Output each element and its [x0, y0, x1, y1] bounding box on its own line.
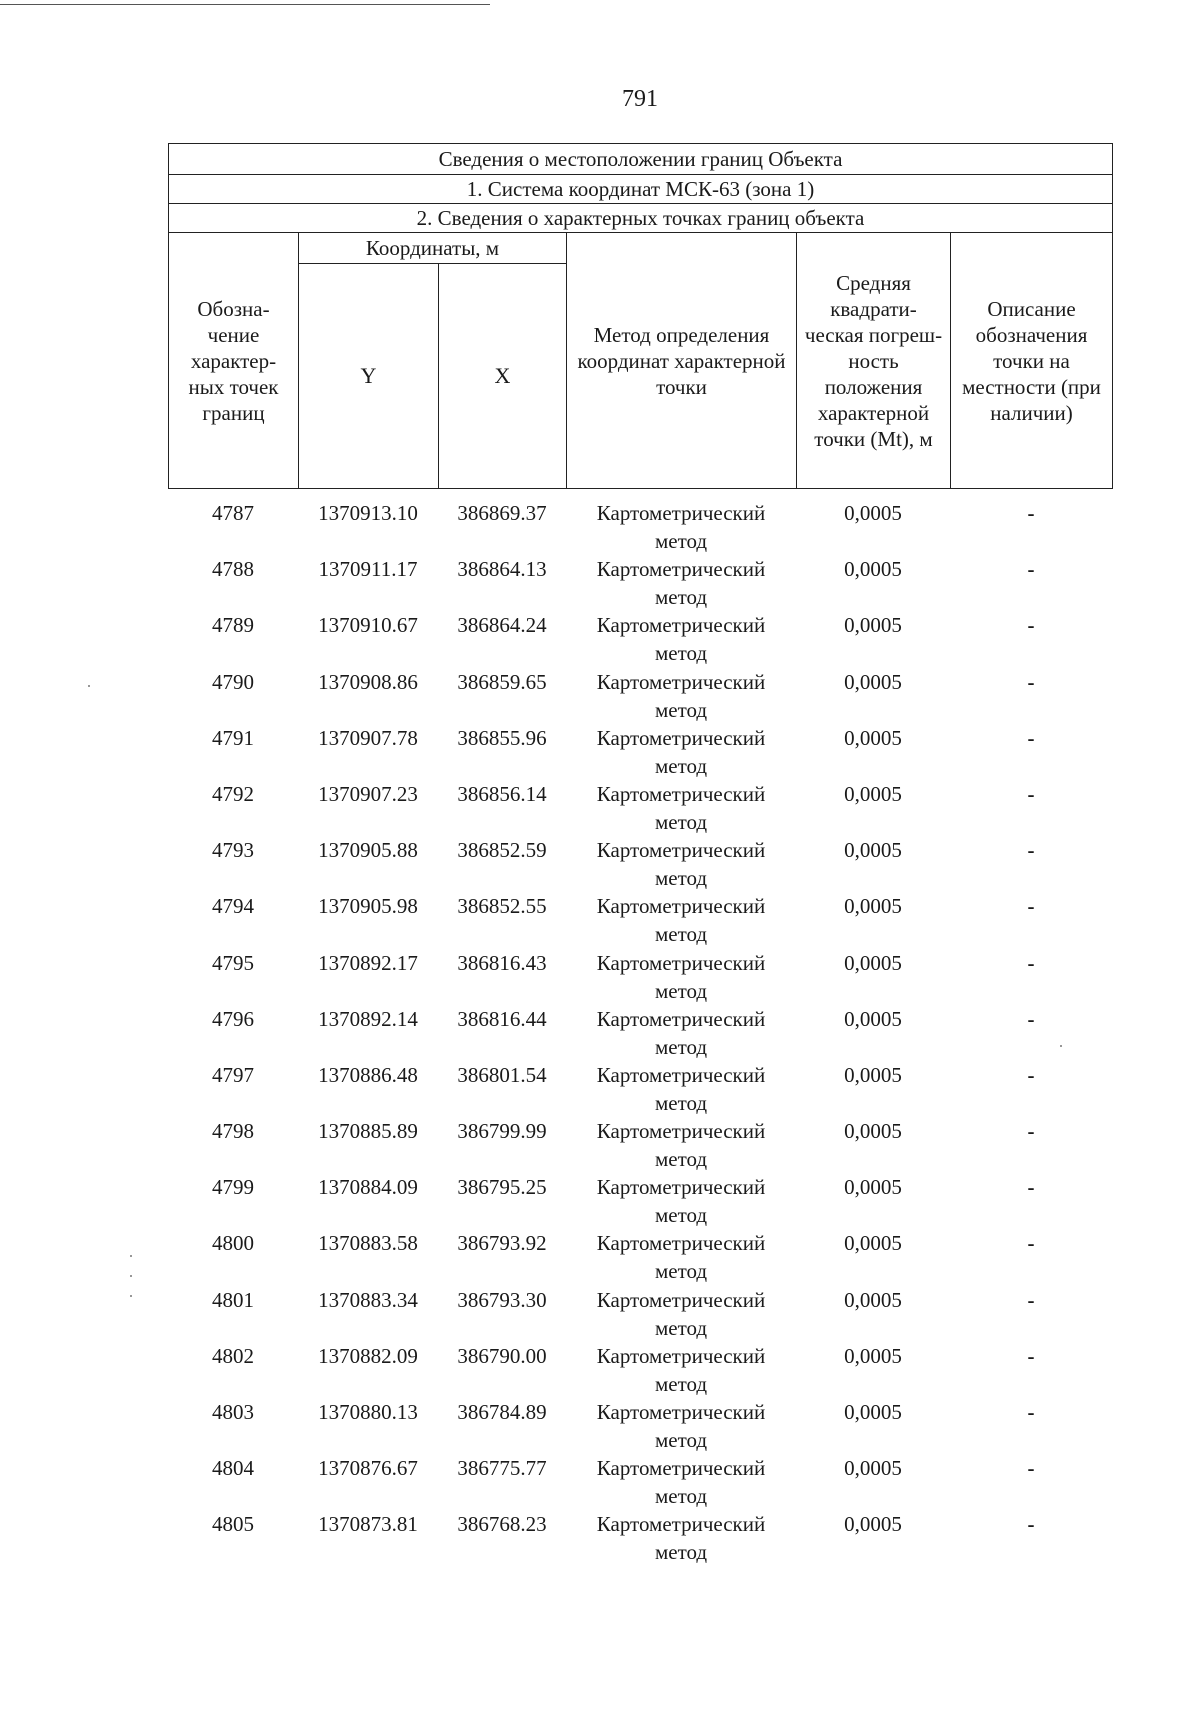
coordinate-y: 1370910.67: [318, 613, 418, 638]
coordinate-x: 386801.54: [457, 1062, 547, 1087]
description: -: [1027, 781, 1035, 806]
point-id: 4790: [212, 669, 254, 694]
method-line-2: метод: [654, 978, 708, 1003]
coordinate-y: 1370883.58: [318, 1231, 418, 1256]
method-line-2: метод: [654, 529, 708, 553]
method-line-2: метод: [654, 1090, 708, 1115]
coordinate-x: 386816.43: [457, 950, 547, 975]
method-line-1: Картометрический: [596, 1287, 766, 1312]
method: [566, 1061, 796, 1117]
scan-speck: [130, 1255, 132, 1257]
coordinate-y: 1370892.14: [318, 1006, 418, 1031]
column-header-method: Метод определения координат характерной точки: [567, 233, 797, 489]
table-row: [168, 1005, 1112, 1061]
coordinate-x: 386856.14: [457, 781, 547, 806]
description: -: [1027, 1512, 1035, 1537]
error-value: 0,0005: [844, 950, 902, 975]
description: -: [1027, 613, 1035, 638]
coordinate-y: 1370873.81: [318, 1512, 418, 1537]
coordinate-y: 1370908.86: [318, 669, 418, 694]
method-line-1: Картометрический: [596, 1006, 766, 1031]
method-line-1: Картометрический: [596, 501, 766, 525]
error-value: 0,0005: [844, 1400, 902, 1424]
method: [566, 780, 796, 836]
method-line-2: метод: [654, 1315, 708, 1340]
point-id: 4788: [212, 557, 254, 582]
table-row: [168, 1117, 1112, 1173]
method-line-1: Картометрический: [596, 950, 766, 975]
coordinate-x: 386859.65: [457, 669, 547, 694]
column-header-error: Средняя квадрати-ческая погреш-ность положения характерной точки (Mt), м: [797, 233, 951, 489]
method-line-2: метод: [654, 866, 708, 891]
table-row: [168, 1229, 1112, 1285]
method: [566, 1286, 796, 1342]
description: -: [1027, 1175, 1035, 1200]
point-id: 4802: [212, 1343, 254, 1368]
method-line-1: Картометрический: [596, 669, 766, 694]
method-line-1: Картометрический: [596, 1062, 766, 1087]
method-line-2: метод: [654, 585, 708, 610]
error-value: 0,0005: [844, 501, 902, 525]
column-header-x: X: [439, 264, 567, 489]
method-line-1: Картометрический: [596, 1343, 766, 1368]
point-id: 4794: [212, 894, 254, 919]
page-number: 791: [622, 86, 658, 112]
coordinate-y: 1370905.88: [318, 838, 418, 863]
table-row: [168, 555, 1112, 611]
method-line-2: метод: [654, 753, 708, 778]
coordinate-y: 1370884.09: [318, 1175, 418, 1200]
error-value: 0,0005: [844, 1287, 902, 1312]
method: [566, 1454, 796, 1510]
table-row: [168, 499, 1112, 555]
point-id: 4805: [212, 1512, 254, 1537]
coordinate-x: 386799.99: [457, 1119, 547, 1144]
coordinate-x: 386775.77: [457, 1456, 547, 1481]
method-line-1: Картометрический: [596, 1119, 766, 1144]
coordinate-y: 1370913.10: [318, 501, 418, 525]
method: [566, 1342, 796, 1398]
method-line-2: метод: [654, 1147, 708, 1172]
description: -: [1027, 894, 1035, 919]
method-line-2: метод: [654, 922, 708, 947]
method-line-1: Картометрический: [596, 725, 766, 750]
method-line-2: метод: [654, 641, 708, 666]
coordinate-x: 386864.24: [457, 613, 547, 638]
method-line-1: Картометрический: [596, 1231, 766, 1256]
error-value: 0,0005: [844, 669, 902, 694]
method-line-2: метод: [654, 1259, 708, 1284]
point-id: 4797: [212, 1062, 254, 1087]
table-row: [168, 1286, 1112, 1342]
error-value: 0,0005: [844, 781, 902, 806]
boundary-points-list: [168, 499, 1112, 1567]
error-value: 0,0005: [844, 1512, 902, 1537]
method-line-2: метод: [654, 1371, 708, 1396]
table-row: [168, 724, 1112, 780]
table-row: [168, 1061, 1112, 1117]
coordinate-y: 1370892.17: [318, 950, 418, 975]
table-title: Сведения о местоположении границ Объекта: [169, 144, 1113, 175]
error-value: 0,0005: [844, 725, 902, 750]
method-line-1: Картометрический: [596, 838, 766, 863]
table-row: [168, 780, 1112, 836]
point-id: 4803: [212, 1400, 254, 1424]
method: [566, 1117, 796, 1173]
error-value: 0,0005: [844, 613, 902, 638]
method: [566, 836, 796, 892]
method: [566, 611, 796, 667]
method: [566, 668, 796, 724]
point-id: 4799: [212, 1175, 254, 1200]
column-header-description: Описание обозначения точки на местности (при наличии): [951, 233, 1113, 489]
description: -: [1027, 1343, 1035, 1368]
section-title: 2. Сведения о характерных точках границ объекта: [169, 204, 1113, 233]
coordinate-y: 1370907.78: [318, 725, 418, 750]
coordinate-x: 386869.37: [457, 501, 547, 525]
method-line-1: Картометрический: [596, 1456, 766, 1481]
boundary-table-header: [168, 143, 1113, 489]
table-row: [168, 836, 1112, 892]
description: -: [1027, 501, 1035, 525]
description: -: [1027, 1287, 1035, 1312]
method: [566, 1229, 796, 1285]
error-value: 0,0005: [844, 838, 902, 863]
error-value: 0,0005: [844, 1119, 902, 1144]
table-row: [168, 1454, 1112, 1510]
description: -: [1027, 1231, 1035, 1256]
point-id: 4787: [212, 501, 254, 525]
coordinate-y: 1370880.13: [318, 1400, 418, 1424]
coordinate-x: 386790.00: [457, 1343, 547, 1368]
coordinate-x: 386816.44: [457, 1006, 547, 1031]
point-id: 4791: [212, 725, 254, 750]
coordinate-y: 1370882.09: [318, 1343, 418, 1368]
table-row: [168, 611, 1112, 667]
table-row: [168, 949, 1112, 1005]
method: [566, 1005, 796, 1061]
description: -: [1027, 950, 1035, 975]
description: -: [1027, 838, 1035, 863]
method-line-1: Картометрический: [596, 1512, 766, 1537]
description: -: [1027, 1006, 1035, 1031]
column-header-y: Y: [299, 264, 439, 489]
point-id: 4789: [212, 613, 254, 638]
coordinate-y: 1370883.34: [318, 1287, 418, 1312]
scan-speck: [130, 1295, 132, 1297]
error-value: 0,0005: [844, 1062, 902, 1087]
scan-speck: [88, 685, 90, 687]
method-line-2: метод: [654, 1203, 708, 1228]
table-row: [168, 892, 1112, 948]
method: [566, 499, 796, 555]
coordinate-system: 1. Система координат МСК-63 (зона 1): [169, 175, 1113, 204]
point-id: 4793: [212, 838, 254, 863]
point-id: 4798: [212, 1119, 254, 1144]
table-row: [168, 1398, 1112, 1454]
point-id: 4796: [212, 1006, 254, 1031]
scan-edge-line: [0, 4, 490, 5]
coordinate-x: 386855.96: [457, 725, 547, 750]
column-header-coordinates: Координаты, м: [299, 233, 567, 264]
method-line-1: Картометрический: [596, 613, 766, 638]
error-value: 0,0005: [844, 1456, 902, 1481]
method-line-2: метод: [654, 1428, 708, 1452]
point-id: 4792: [212, 781, 254, 806]
method: [566, 949, 796, 1005]
coordinate-y: 1370876.67: [318, 1456, 418, 1481]
method-line-1: Картометрический: [596, 1175, 766, 1200]
method: [566, 1398, 796, 1454]
method-line-1: Картометрический: [596, 557, 766, 582]
point-id: 4804: [212, 1456, 254, 1481]
method: [566, 1510, 796, 1566]
scan-speck: [1060, 1045, 1062, 1047]
method: [566, 892, 796, 948]
coordinate-y: 1370905.98: [318, 894, 418, 919]
table-row: [168, 1173, 1112, 1229]
table-row: [168, 1342, 1112, 1398]
error-value: 0,0005: [844, 1231, 902, 1256]
coordinate-x: 386784.89: [457, 1400, 547, 1424]
error-value: 0,0005: [844, 1006, 902, 1031]
method-line-1: Картометрический: [596, 781, 766, 806]
error-value: 0,0005: [844, 1175, 902, 1200]
coordinate-x: 386795.25: [457, 1175, 547, 1200]
point-id: 4800: [212, 1231, 254, 1256]
description: -: [1027, 557, 1035, 582]
coordinate-y: 1370886.48: [318, 1062, 418, 1087]
scan-speck: [130, 1275, 132, 1277]
error-value: 0,0005: [844, 557, 902, 582]
description: -: [1027, 725, 1035, 750]
point-id: 4795: [212, 950, 254, 975]
description: -: [1027, 669, 1035, 694]
description: -: [1027, 1119, 1035, 1144]
method: [566, 1173, 796, 1229]
table-row: [168, 1510, 1112, 1566]
method: [566, 724, 796, 780]
method-line-1: Картометрический: [596, 894, 766, 919]
method-line-2: метод: [654, 1484, 708, 1509]
coordinate-x: 386793.92: [457, 1231, 547, 1256]
method-line-2: метод: [654, 809, 708, 834]
error-value: 0,0005: [844, 894, 902, 919]
method-line-1: Картометрический: [596, 1400, 766, 1424]
table-row: [168, 668, 1112, 724]
coordinate-x: 386864.13: [457, 557, 547, 582]
method: [566, 555, 796, 611]
coordinate-x: 386793.30: [457, 1287, 547, 1312]
method-line-2: метод: [654, 1034, 708, 1059]
description: -: [1027, 1400, 1035, 1424]
error-value: 0,0005: [844, 1343, 902, 1368]
description: -: [1027, 1062, 1035, 1087]
coordinate-y: 1370907.23: [318, 781, 418, 806]
method-line-2: метод: [654, 697, 708, 722]
coordinate-y: 1370885.89: [318, 1119, 418, 1144]
method-line-2: метод: [654, 1540, 708, 1565]
coordinate-x: 386768.23: [457, 1512, 547, 1537]
description: -: [1027, 1456, 1035, 1481]
coordinate-y: 1370911.17: [318, 557, 418, 582]
coordinate-x: 386852.55: [457, 894, 547, 919]
coordinate-x: 386852.59: [457, 838, 547, 863]
column-header-designation: Обозна-чение характер-ных точек границ: [169, 233, 299, 489]
point-id: 4801: [212, 1287, 254, 1312]
